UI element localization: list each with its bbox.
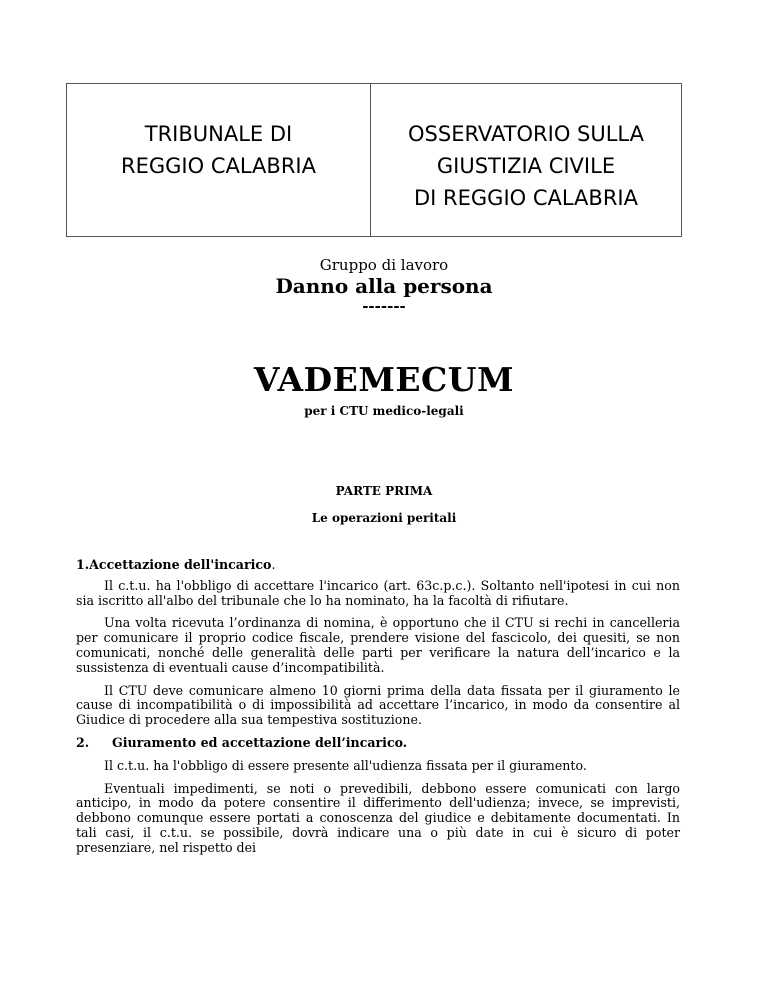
header-left-line: REGGIO CALABRIA (121, 154, 316, 178)
section-title-suffix: . (271, 557, 276, 572)
section-number: 2. (76, 734, 90, 750)
document-title: VADEMECUM (253, 360, 515, 399)
header-right-line: GIUSTIZIA CIVILE (436, 154, 616, 178)
part-heading: PARTE PRIMA (335, 484, 433, 498)
document-subtitle: per i CTU medico-legali (304, 404, 464, 418)
paragraph: Il c.t.u. ha l'obbligo di accettare l'incarico (art. 63c.p.c.). Soltanto nell'ipotesi in cui non sia iscritto all'albo del tribunale che lo ha nominato, ha la facoltà di rifiutare. (76, 577, 680, 608)
paragraph: Eventuali impedimenti, se noti o prevedibili, debbono essere comunicati con largo anticipo, in modo da potere consentire il differimento dell'udienza; invece, se imprevisti, debbono comunque essere portati a conoscenza del giudice e debitamente documentati. In tali casi, il c.t.u. se possibile, dovrà indicare una o più date in cui è sicuro di poter presenziare, nel rispetto dei (76, 780, 680, 855)
part-subheading: Le operazioni peritali (311, 511, 457, 525)
header-right-line: OSSERVATORIO SULLA (408, 122, 644, 146)
section-heading-1 (76, 558, 680, 573)
paragraph: Una volta ricevuta l’ordinanza di nomina, è opportuno che il CTU si rechi in cancelleria per comunicare il proprio codice fiscale, prendere visione del fascicolo, dei quesiti, se non comunicati, nonché delle generalità delle parti per verificare la natura dell’incarico e la sussistenza di eventuali cause d’incompatibilità. (76, 615, 680, 675)
group-label: Gruppo di lavoro (319, 256, 449, 274)
group-title: Danno alla persona (275, 274, 493, 298)
header-cell-tribunale (67, 84, 371, 236)
paragraph: Il c.t.u. ha l'obbligo di essere presente all'udienza fissata per il giuramento. (104, 757, 587, 773)
header-cell-osservatorio (371, 84, 681, 236)
document-body (76, 558, 680, 864)
header-left-line: TRIBUNALE DI (144, 122, 293, 146)
section-number: 1. (76, 557, 90, 572)
section-heading-2 (76, 736, 680, 751)
header-right-line: DI REGGIO CALABRIA (414, 186, 638, 210)
title-separator: ------- (362, 297, 406, 315)
section-title: Accettazione dell'incarico (89, 557, 272, 572)
paragraph: Il CTU deve comunicare almeno 10 giorni prima della data fissata per il giuramento le cause di incompatibilità o di impossibilità ad accettare l’incarico, in modo da consentire al Giudice di procedere alla sua tempestiva sostituzione. (76, 682, 680, 728)
header-table (66, 83, 682, 237)
section-title: Giuramento ed accettazione dell’incarico. (112, 734, 408, 750)
